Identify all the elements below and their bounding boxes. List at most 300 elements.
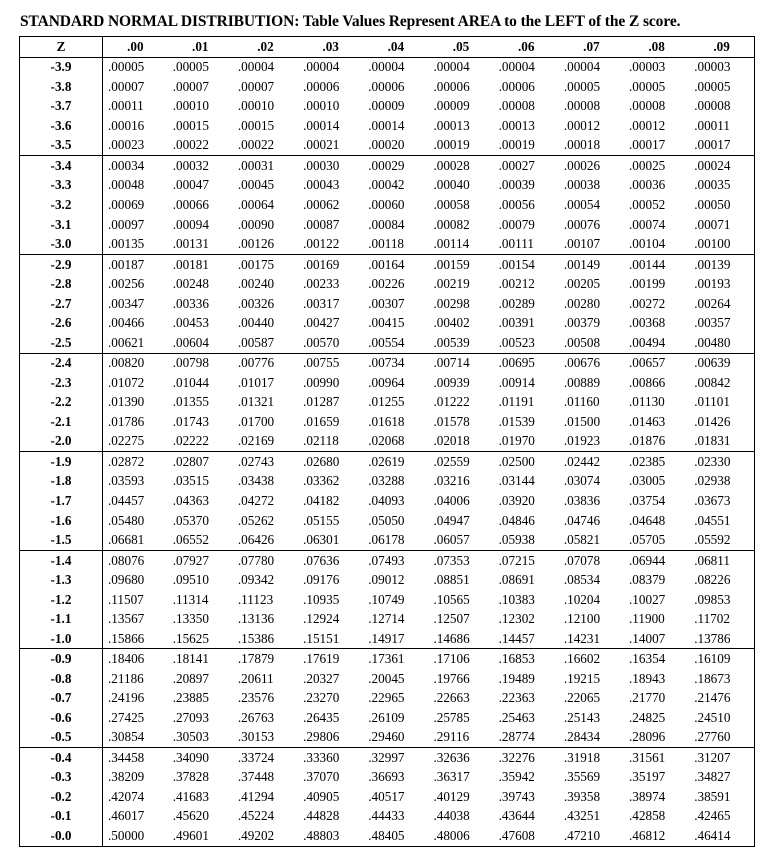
area-value-cell: .09510 bbox=[172, 572, 209, 588]
area-value-cell: .39743 bbox=[498, 788, 535, 804]
area-value-cell: .00187 bbox=[108, 256, 145, 272]
area-value-cell: .35197 bbox=[629, 769, 666, 785]
z-score-label: -1.0 bbox=[20, 629, 103, 649]
area-value-cell: .40517 bbox=[368, 788, 405, 804]
area-value-cell: .00866 bbox=[629, 374, 666, 390]
area-value-cell: .02442 bbox=[563, 453, 601, 469]
area-value-cell: .00004 bbox=[498, 59, 535, 75]
area-value-cell: .08534 bbox=[563, 572, 601, 588]
area-value-cell: .00012 bbox=[629, 117, 666, 133]
area-value-cell: .00676 bbox=[563, 355, 601, 371]
area-value-cell: .10935 bbox=[303, 591, 340, 607]
z-score-label: -2.0 bbox=[20, 432, 103, 452]
table-row bbox=[20, 274, 755, 294]
area-value-cell: .02872 bbox=[108, 453, 145, 469]
area-value-cell: .00006 bbox=[303, 78, 340, 94]
area-value-cell: .36693 bbox=[368, 769, 405, 785]
area-value-cell: .23270 bbox=[303, 690, 340, 706]
area-value-cell: .00368 bbox=[629, 315, 666, 331]
area-value-cell: .17106 bbox=[433, 651, 470, 667]
area-value-cell: .00010 bbox=[237, 98, 275, 114]
z-score-label: -3.7 bbox=[20, 97, 103, 117]
table-header-row bbox=[20, 37, 755, 58]
area-value-cell: .01500 bbox=[563, 413, 601, 429]
area-value-cell: .00004 bbox=[563, 59, 601, 75]
table-row bbox=[20, 728, 755, 748]
table-row bbox=[20, 452, 755, 472]
area-value-cell: .08379 bbox=[629, 572, 666, 588]
table-row bbox=[20, 77, 755, 97]
area-value-cell: .00100 bbox=[689, 234, 754, 254]
area-value-cell: .13567 bbox=[108, 611, 145, 627]
area-value-cell: .00034 bbox=[108, 157, 145, 173]
area-value-cell: .05938 bbox=[494, 530, 559, 550]
area-value-cell: .44038 bbox=[433, 808, 470, 824]
z-score-label: -0.0 bbox=[20, 826, 103, 846]
area-value-cell: .47210 bbox=[563, 828, 601, 844]
area-value-cell: .20045 bbox=[368, 670, 405, 686]
area-value-cell: .10749 bbox=[368, 591, 405, 607]
z-score-label: -0.2 bbox=[20, 787, 103, 807]
area-value-cell: .00005 bbox=[629, 78, 666, 94]
z-score-label: -3.6 bbox=[20, 116, 103, 136]
area-value-cell: .00032 bbox=[172, 157, 209, 173]
area-value-cell: .35569 bbox=[563, 769, 601, 785]
area-value-cell: .01160 bbox=[563, 394, 600, 410]
area-value-cell: .09012 bbox=[368, 572, 405, 588]
area-value-cell: .00020 bbox=[363, 136, 428, 156]
area-value-cell: .00440 bbox=[237, 315, 275, 331]
area-value-cell: .06301 bbox=[298, 530, 363, 550]
area-value-cell: .02680 bbox=[303, 453, 340, 469]
area-value-cell: .28774 bbox=[494, 728, 559, 748]
area-value-cell: .00379 bbox=[563, 315, 601, 331]
area-value-cell: .38591 bbox=[694, 788, 731, 804]
area-value-cell: .30153 bbox=[233, 728, 298, 748]
z-score-label: -0.1 bbox=[20, 807, 103, 827]
area-value-cell: .00990 bbox=[303, 374, 340, 390]
area-value-cell: .00621 bbox=[103, 333, 168, 353]
area-value-cell: .25143 bbox=[563, 709, 601, 725]
area-value-cell: .10383 bbox=[498, 591, 535, 607]
area-value-cell: .29806 bbox=[298, 728, 363, 748]
area-value-cell: .18406 bbox=[108, 651, 145, 667]
area-value-cell: .03005 bbox=[629, 473, 666, 489]
area-value-cell: .00289 bbox=[498, 295, 535, 311]
area-value-cell: .31207 bbox=[694, 749, 731, 765]
area-value-cell: .22663 bbox=[433, 690, 470, 706]
area-value-cell: .11123 bbox=[237, 591, 274, 607]
area-value-cell: .31918 bbox=[563, 749, 601, 765]
table-row bbox=[20, 590, 755, 610]
area-value-cell: .00060 bbox=[368, 197, 405, 213]
z-score-label: -1.4 bbox=[20, 550, 103, 570]
area-value-cell: .44828 bbox=[303, 808, 340, 824]
area-value-cell: .04182 bbox=[303, 492, 340, 508]
area-value-cell: .00006 bbox=[433, 78, 470, 94]
area-value-cell: .00570 bbox=[298, 333, 363, 353]
area-value-cell: .03144 bbox=[498, 473, 535, 489]
area-value-cell: .08076 bbox=[108, 552, 145, 568]
area-value-cell: .06944 bbox=[629, 552, 666, 568]
area-value-cell: .11314 bbox=[172, 591, 209, 607]
area-value-cell: .00111 bbox=[494, 234, 559, 254]
area-value-cell: .00062 bbox=[303, 197, 340, 213]
area-value-cell: .00011 bbox=[108, 98, 144, 114]
area-value-cell: .14231 bbox=[559, 629, 624, 649]
area-value-cell: .03074 bbox=[563, 473, 601, 489]
area-value-cell: .34090 bbox=[172, 749, 209, 765]
area-value-cell: .05370 bbox=[172, 512, 209, 528]
area-value-cell: .12714 bbox=[368, 611, 405, 627]
area-value-cell: .22065 bbox=[563, 690, 601, 706]
area-value-cell: .00005 bbox=[108, 59, 145, 75]
area-value-cell: .05705 bbox=[624, 530, 689, 550]
column-header: .05 bbox=[428, 37, 493, 58]
area-value-cell: .00104 bbox=[624, 234, 689, 254]
area-value-cell: .27093 bbox=[172, 709, 209, 725]
area-value-cell: .03362 bbox=[303, 473, 340, 489]
area-value-cell: .00017 bbox=[624, 136, 689, 156]
table-row bbox=[20, 689, 755, 709]
area-value-cell: .02938 bbox=[694, 473, 731, 489]
area-value-cell: .16354 bbox=[629, 651, 666, 667]
area-value-cell: .23576 bbox=[237, 690, 275, 706]
area-value-cell: .04006 bbox=[433, 492, 470, 508]
area-value-cell: .17879 bbox=[237, 651, 275, 667]
area-value-cell: .20897 bbox=[172, 670, 209, 686]
area-value-cell: .00045 bbox=[237, 177, 275, 193]
area-value-cell: .00090 bbox=[237, 216, 275, 232]
column-header: .08 bbox=[624, 37, 689, 58]
area-value-cell: .00047 bbox=[172, 177, 209, 193]
area-value-cell: .15151 bbox=[298, 629, 363, 649]
area-value-cell: .00084 bbox=[368, 216, 405, 232]
table-row bbox=[20, 393, 755, 413]
area-value-cell: .01017 bbox=[237, 374, 275, 390]
area-value-cell: .00114 bbox=[428, 234, 493, 254]
area-value-cell: .27760 bbox=[689, 728, 754, 748]
area-value-cell: .00587 bbox=[233, 333, 298, 353]
column-header: .06 bbox=[494, 37, 559, 58]
z-score-label: -0.4 bbox=[20, 748, 103, 768]
area-value-cell: .42465 bbox=[694, 808, 731, 824]
area-value-cell: .00014 bbox=[303, 117, 340, 133]
area-value-cell: .49202 bbox=[237, 828, 275, 844]
area-value-cell: .00107 bbox=[559, 234, 624, 254]
area-value-cell: .02743 bbox=[237, 453, 275, 469]
area-value-cell: .22965 bbox=[368, 690, 405, 706]
area-value-cell: .33724 bbox=[237, 749, 275, 765]
table-row bbox=[20, 768, 755, 788]
area-value-cell: .12302 bbox=[498, 611, 535, 627]
area-value-cell: .01255 bbox=[368, 394, 405, 410]
area-value-cell: .11900 bbox=[629, 611, 665, 627]
area-value-cell: .06681 bbox=[103, 530, 168, 550]
area-value-cell: .04746 bbox=[563, 512, 601, 528]
area-value-cell: .40129 bbox=[433, 788, 470, 804]
area-value-cell: .02559 bbox=[433, 453, 470, 469]
area-value-cell: .15866 bbox=[103, 629, 168, 649]
area-value-cell: .01618 bbox=[368, 413, 405, 429]
area-value-cell: .01321 bbox=[237, 394, 275, 410]
area-value-cell: .00017 bbox=[689, 136, 754, 156]
area-value-cell: .01659 bbox=[303, 413, 340, 429]
table-row bbox=[20, 195, 755, 215]
z-score-label: -2.5 bbox=[20, 333, 103, 353]
area-value-cell: .13136 bbox=[237, 611, 275, 627]
area-value-cell: .00734 bbox=[368, 355, 405, 371]
area-value-cell: .21186 bbox=[108, 670, 144, 686]
area-value-cell: .43251 bbox=[563, 808, 601, 824]
z-score-label: -2.8 bbox=[20, 274, 103, 294]
area-value-cell: .03920 bbox=[498, 492, 535, 508]
table-row bbox=[20, 353, 755, 373]
area-value-cell: .06178 bbox=[363, 530, 428, 550]
z-score-label: -3.3 bbox=[20, 176, 103, 196]
area-value-cell: .00009 bbox=[433, 98, 470, 114]
area-value-cell: .25463 bbox=[498, 709, 535, 725]
area-value-cell: .00030 bbox=[303, 157, 340, 173]
area-value-cell: .00007 bbox=[237, 78, 275, 94]
area-value-cell: .42858 bbox=[629, 808, 666, 824]
area-value-cell: .19489 bbox=[498, 670, 535, 686]
area-value-cell: .26109 bbox=[368, 709, 405, 725]
table-row bbox=[20, 629, 755, 649]
area-value-cell: .00004 bbox=[237, 59, 275, 75]
area-value-cell: .08851 bbox=[433, 572, 470, 588]
table-row bbox=[20, 156, 755, 176]
area-value-cell: .23885 bbox=[172, 690, 209, 706]
area-value-cell: .00539 bbox=[428, 333, 493, 353]
area-value-cell: .00272 bbox=[629, 295, 666, 311]
area-value-cell: .00494 bbox=[624, 333, 689, 353]
z-column-header: Z bbox=[20, 37, 103, 58]
area-value-cell: .00144 bbox=[629, 256, 666, 272]
area-value-cell: .28434 bbox=[559, 728, 624, 748]
area-value-cell: .19215 bbox=[563, 670, 601, 686]
area-value-cell: .00219 bbox=[433, 276, 470, 292]
area-value-cell: .00015 bbox=[172, 117, 209, 133]
area-value-cell: .00453 bbox=[172, 315, 209, 331]
area-value-cell: .00007 bbox=[108, 78, 145, 94]
area-value-cell: .32276 bbox=[498, 749, 535, 765]
table-row bbox=[20, 491, 755, 511]
area-value-cell: .02018 bbox=[428, 432, 493, 452]
area-value-cell: .00006 bbox=[368, 78, 405, 94]
area-value-cell: .01044 bbox=[172, 374, 209, 390]
area-value-cell: .14686 bbox=[428, 629, 493, 649]
z-score-label: -2.3 bbox=[20, 373, 103, 393]
table-row bbox=[20, 570, 755, 590]
table-row bbox=[20, 254, 755, 274]
area-value-cell: .00035 bbox=[694, 177, 731, 193]
area-value-cell: .16602 bbox=[563, 651, 601, 667]
z-score-label: -3.0 bbox=[20, 234, 103, 254]
z-score-label: -2.2 bbox=[20, 393, 103, 413]
area-value-cell: .01072 bbox=[108, 374, 145, 390]
area-value-cell: .05821 bbox=[559, 530, 624, 550]
area-value-cell: .00131 bbox=[168, 234, 233, 254]
area-value-cell: .00122 bbox=[298, 234, 363, 254]
area-value-cell: .04457 bbox=[108, 492, 145, 508]
area-value-cell: .00240 bbox=[237, 276, 275, 292]
area-value-cell: .02500 bbox=[498, 453, 535, 469]
area-value-cell: .00071 bbox=[694, 216, 731, 232]
column-header: .03 bbox=[298, 37, 363, 58]
table-row bbox=[20, 472, 755, 492]
area-value-cell: .49601 bbox=[172, 828, 209, 844]
area-value-cell: .01578 bbox=[433, 413, 470, 429]
area-value-cell: .36317 bbox=[433, 769, 470, 785]
z-score-label: -3.1 bbox=[20, 215, 103, 235]
area-value-cell: .32997 bbox=[368, 749, 405, 765]
area-value-cell: .00008 bbox=[694, 98, 731, 114]
area-value-cell: .05050 bbox=[368, 512, 405, 528]
area-value-cell: .00005 bbox=[563, 78, 601, 94]
area-value-cell: .25785 bbox=[433, 709, 470, 725]
area-value-cell: .10027 bbox=[629, 591, 666, 607]
area-value-cell: .00013 bbox=[498, 117, 535, 133]
area-value-cell: .21476 bbox=[694, 690, 731, 706]
area-value-cell: .03288 bbox=[368, 473, 405, 489]
area-value-cell: .46414 bbox=[694, 828, 731, 844]
area-value-cell: .00842 bbox=[694, 374, 731, 390]
area-value-cell: .02118 bbox=[298, 432, 363, 452]
document-title: STANDARD NORMAL DISTRIBUTION: Table Values Represent AREA to the LEFT of the Z score. bbox=[20, 13, 681, 30]
area-value-cell: .00466 bbox=[108, 315, 145, 331]
area-value-cell: .00031 bbox=[237, 157, 275, 173]
z-score-label: -3.4 bbox=[20, 156, 103, 176]
area-value-cell: .00212 bbox=[498, 276, 535, 292]
area-value-cell: .00205 bbox=[563, 276, 601, 292]
area-value-cell: .14007 bbox=[624, 629, 689, 649]
area-value-cell: .14457 bbox=[494, 629, 559, 649]
area-value-cell: .00058 bbox=[433, 197, 470, 213]
area-value-cell: .01831 bbox=[689, 432, 754, 452]
column-header: .02 bbox=[233, 37, 298, 58]
area-value-cell: .00023 bbox=[103, 136, 168, 156]
area-value-cell: .00021 bbox=[298, 136, 363, 156]
area-value-cell: .19766 bbox=[433, 670, 470, 686]
area-value-cell: .00008 bbox=[629, 98, 666, 114]
z-score-label: -3.8 bbox=[20, 77, 103, 97]
area-value-cell: .01355 bbox=[172, 394, 209, 410]
area-value-cell: .00233 bbox=[303, 276, 340, 292]
area-value-cell: .02385 bbox=[629, 453, 666, 469]
area-value-cell: .06426 bbox=[233, 530, 298, 550]
area-value-cell: .10204 bbox=[563, 591, 601, 607]
area-value-cell: .00480 bbox=[689, 333, 754, 353]
table-row bbox=[20, 826, 755, 846]
area-value-cell: .48006 bbox=[433, 828, 470, 844]
z-score-label: -1.6 bbox=[20, 511, 103, 531]
z-score-label: -1.3 bbox=[20, 570, 103, 590]
z-score-label: -1.9 bbox=[20, 452, 103, 472]
area-value-cell: .00024 bbox=[694, 157, 731, 173]
area-value-cell: .01786 bbox=[108, 413, 145, 429]
z-score-table bbox=[19, 36, 755, 847]
table-row bbox=[20, 57, 755, 77]
area-value-cell: .31561 bbox=[629, 749, 666, 765]
area-value-cell: .00008 bbox=[563, 98, 601, 114]
area-value-cell: .08691 bbox=[498, 572, 535, 588]
area-value-cell: .00054 bbox=[563, 197, 601, 213]
area-value-cell: .12507 bbox=[433, 611, 470, 627]
area-value-cell: .33360 bbox=[303, 749, 340, 765]
z-score-label: -1.1 bbox=[20, 609, 103, 629]
area-value-cell: .00019 bbox=[428, 136, 493, 156]
area-value-cell: .02330 bbox=[694, 453, 731, 469]
area-value-cell: .39358 bbox=[563, 788, 601, 804]
area-value-cell: .24825 bbox=[629, 709, 666, 725]
area-value-cell: .00914 bbox=[498, 374, 535, 390]
area-value-cell: .00415 bbox=[368, 315, 405, 331]
area-value-cell: .44433 bbox=[368, 808, 405, 824]
area-value-cell: .07353 bbox=[433, 552, 470, 568]
area-value-cell: .38974 bbox=[629, 788, 666, 804]
area-value-cell: .05155 bbox=[303, 512, 340, 528]
area-value-cell: .17361 bbox=[368, 651, 405, 667]
table-row bbox=[20, 234, 755, 254]
area-value-cell: .00939 bbox=[433, 374, 470, 390]
z-score-label: -0.7 bbox=[20, 689, 103, 709]
area-value-cell: .00964 bbox=[368, 374, 405, 390]
area-value-cell: .04551 bbox=[694, 512, 731, 528]
area-value-cell: .00139 bbox=[694, 256, 731, 272]
table-row bbox=[20, 97, 755, 117]
z-score-label: -3.5 bbox=[20, 136, 103, 156]
area-value-cell: .11702 bbox=[694, 611, 730, 627]
z-score-label: -2.1 bbox=[20, 412, 103, 432]
area-value-cell: .27425 bbox=[108, 709, 145, 725]
area-value-cell: .38209 bbox=[108, 769, 145, 785]
area-value-cell: .00402 bbox=[433, 315, 470, 331]
area-value-cell: .01222 bbox=[433, 394, 470, 410]
area-value-cell: .00009 bbox=[368, 98, 405, 114]
area-value-cell: .00889 bbox=[563, 374, 601, 390]
area-value-cell: .29116 bbox=[428, 728, 493, 748]
area-value-cell: .00050 bbox=[694, 197, 731, 213]
table-row bbox=[20, 294, 755, 314]
area-value-cell: .03673 bbox=[694, 492, 731, 508]
area-value-cell: .00135 bbox=[103, 234, 168, 254]
area-value-cell: .11507 bbox=[108, 591, 144, 607]
area-value-cell: .00695 bbox=[498, 355, 535, 371]
area-value-cell: .34827 bbox=[694, 769, 731, 785]
area-value-cell: .05262 bbox=[237, 512, 275, 528]
area-value-cell: .00056 bbox=[498, 197, 535, 213]
area-value-cell: .00307 bbox=[368, 295, 405, 311]
area-value-cell: .00357 bbox=[694, 315, 731, 331]
table-row bbox=[20, 708, 755, 728]
area-value-cell: .40905 bbox=[303, 788, 340, 804]
area-value-cell: .00199 bbox=[629, 276, 666, 292]
area-value-cell: .00014 bbox=[368, 117, 405, 133]
area-value-cell: .00076 bbox=[563, 216, 601, 232]
table-body bbox=[20, 57, 755, 846]
area-value-cell: .10565 bbox=[433, 591, 470, 607]
area-value-cell: .00039 bbox=[498, 177, 535, 193]
area-value-cell: .16853 bbox=[498, 651, 535, 667]
z-score-label: -1.7 bbox=[20, 491, 103, 511]
area-value-cell: .12924 bbox=[303, 611, 340, 627]
area-value-cell: .00193 bbox=[694, 276, 731, 292]
area-value-cell: .00016 bbox=[108, 117, 145, 133]
area-value-cell: .02068 bbox=[363, 432, 428, 452]
area-value-cell: .00027 bbox=[498, 157, 535, 173]
area-value-cell: .09680 bbox=[108, 572, 145, 588]
